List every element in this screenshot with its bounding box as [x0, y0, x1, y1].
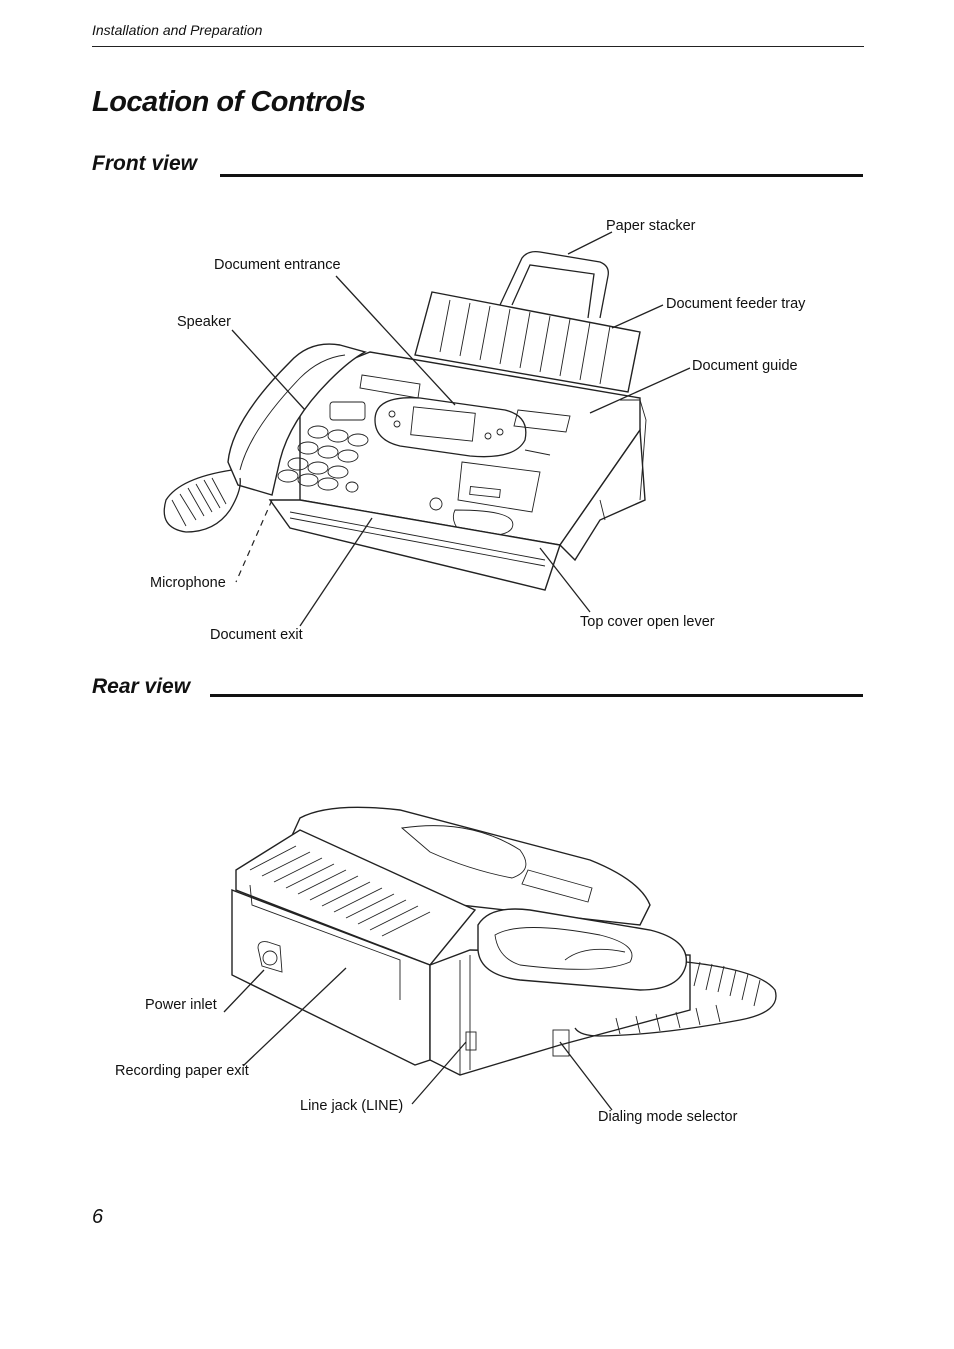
label-top-cover-open-lever: Top cover open lever: [580, 614, 715, 630]
label-document-guide: Document guide: [692, 358, 798, 374]
label-dialing-mode-selector: Dialing mode selector: [598, 1109, 738, 1125]
running-header: Installation and Preparation: [92, 22, 263, 38]
rear-view-rule: [210, 694, 863, 697]
front-view-heading: Front view: [92, 152, 198, 175]
fax-machine-rear-drawing: [232, 807, 776, 1075]
label-document-feeder-tray: Document feeder tray: [666, 296, 806, 312]
page-title: Location of Controls: [92, 86, 366, 118]
label-power-inlet: Power inlet: [145, 997, 217, 1013]
microphone-leader-line: [236, 500, 272, 582]
label-line-jack: Line jack (LINE): [300, 1098, 404, 1114]
page-number: 6: [92, 1206, 104, 1228]
label-recording-paper-exit: Recording paper exit: [115, 1063, 249, 1079]
rear-view-heading: Rear view: [92, 675, 191, 698]
fax-machine-front-drawing: [164, 252, 646, 590]
label-speaker: Speaker: [177, 314, 232, 330]
label-paper-stacker: Paper stacker: [606, 218, 696, 234]
label-document-entrance: Document entrance: [214, 257, 341, 273]
label-document-exit: Document exit: [210, 627, 303, 643]
label-microphone: Microphone: [150, 575, 226, 591]
